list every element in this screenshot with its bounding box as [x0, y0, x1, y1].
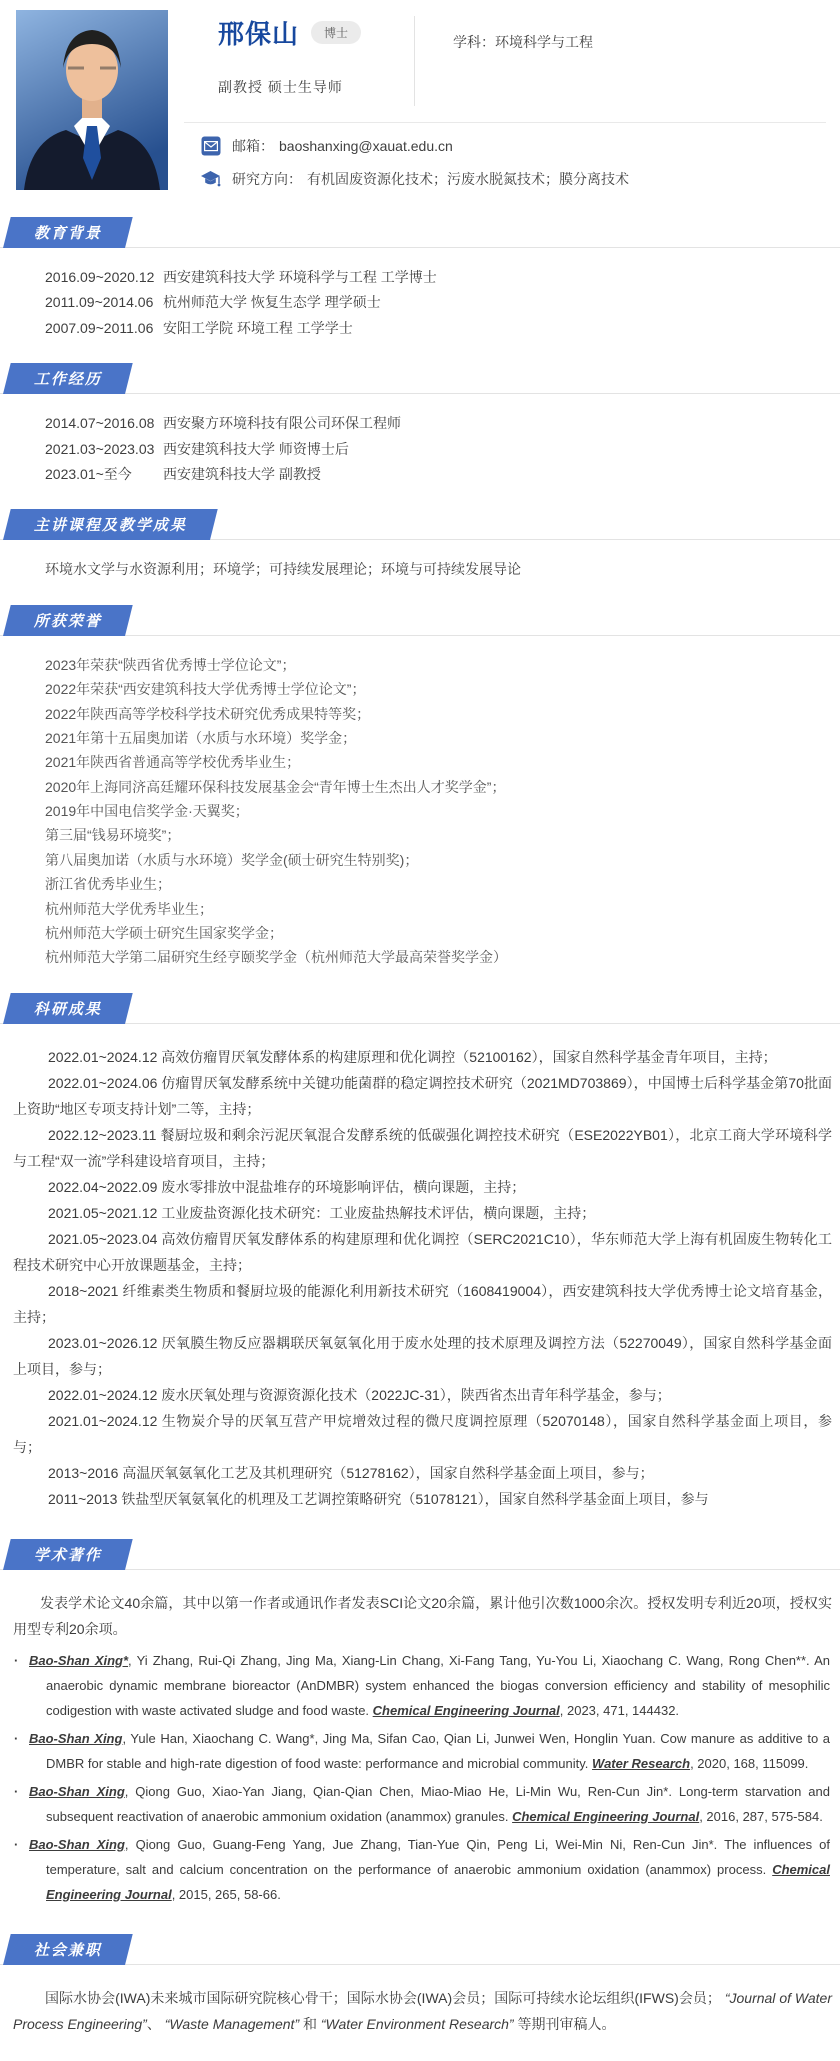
job-titles: 副教授 硕士生导师	[218, 79, 343, 95]
banner-ribbon	[3, 363, 133, 394]
publication-item: · Bao-Shan Xing, Qiong Guo, Guang-Feng Yang, Jue Zhang, Tian-Yue Qin, Peng Li, Wei-Min Ni, Ren-Cun Jin*. The influences of temperature, salt and calcium concentration on the performance of anaerobic ammonium oxidation (anammox) process. Chemical Engineering Journal, 2015, 265, 58-66.	[0, 1832, 830, 1907]
section-title: 教育背景	[33, 225, 102, 242]
detail: 西安建筑科技大学 环境科学与工程 工学博士	[163, 269, 437, 285]
banner-ribbon	[3, 993, 133, 1024]
timeline-row	[45, 295, 830, 310]
section-banner-research	[0, 992, 840, 1024]
section-social	[0, 1933, 840, 2055]
period: 2023.01~至今	[45, 465, 132, 482]
page-title-person-name: 邢保山	[218, 19, 300, 49]
section-work	[0, 362, 840, 482]
detail: 西安聚方环境科技有限公司环保工程师	[163, 415, 401, 432]
banner-ribbon	[3, 217, 133, 248]
profile-top-row	[182, 10, 832, 110]
name-block	[218, 10, 414, 110]
section-title: 社会兼职	[33, 1941, 102, 1959]
section-education	[0, 216, 840, 336]
honor-item: 杭州师范大学硕士研究生国家奖学金；	[45, 925, 283, 942]
section-banner-education	[0, 216, 840, 248]
section-publications	[0, 1538, 840, 1907]
banner-ribbon	[3, 605, 133, 636]
email-row	[182, 136, 832, 156]
profile-header	[0, 0, 840, 190]
honor-item: 2021年陕西省普通高等学校优秀毕业生；	[45, 754, 301, 771]
teaching-body	[0, 540, 840, 577]
honors-list	[0, 636, 840, 966]
section-research	[0, 992, 840, 1512]
research-direction-row	[182, 169, 832, 189]
section-banner-publications	[0, 1538, 840, 1570]
period: 2021.03~2023.03	[45, 440, 155, 457]
honor-item: 2022年荣获“西安建筑科技大学优秀博士学位论文”；	[45, 681, 366, 698]
honor-item: 2021年第十五届奥加诺（水质与水环境）奖学金；	[45, 729, 357, 746]
publication-item: · Bao-Shan Xing*, Yi Zhang, Rui-Qi Zhang, Jing Ma, Xiang-Lin Chang, Xi-Fang Tang, Yu-You Li, Xiaochang C. Wang, Rong Chen**. An anaerobic dynamic membrane bioreactor (AnDMBR) system enhanced the biogas conversion efficiency and stability of mesophilic codigestion with waste activated sludge and food waste. Chemical Engineering Journal, 2023, 471, 144432.	[0, 1648, 830, 1723]
publication-item: · Bao-Shan Xing, Yule Han, Xiaochang C. Wang*, Jing Ma, Sifan Cao, Qian Li, Junwei Wen, Honglin Yuan. Cow manure as additive to a DMBR for stable and high-rate digestion of food waste: performance and microbial community. Water Research, 2020, 168, 115099.	[0, 1726, 830, 1776]
work-list	[0, 394, 840, 482]
timeline-row	[45, 442, 830, 457]
envelope-icon	[200, 136, 221, 156]
discipline-line	[415, 32, 593, 110]
section-banner-work	[0, 362, 840, 394]
section-banner-social	[0, 1933, 840, 1965]
project-item: 2022.01~2024.12 高效仿瘤胃厌氧发酵体系的构建原理和优化调控（52100162），国家自然科学基金青年项目，主持；	[48, 1048, 777, 1065]
honor-item: 第八届奥加诺（水质与水环境）奖学金(硕士研究生特别奖)；	[45, 851, 419, 868]
honor-item: 浙江省优秀毕业生；	[45, 876, 171, 893]
banner-ribbon	[3, 509, 218, 540]
section-banner-teaching	[0, 508, 840, 540]
timeline-row	[45, 416, 830, 431]
section-banner-honors	[0, 604, 840, 636]
profile-main	[182, 10, 832, 190]
project-item: 2022.04~2022.09 废水零排放中混盐堆存的环境影响评估，横向课题，主持；	[48, 1178, 526, 1195]
graduation-cap-icon	[200, 169, 221, 189]
period: 2007.09~2011.06	[45, 319, 154, 336]
detail: 杭州师范大学 恢复生态学 理学硕士	[163, 294, 381, 311]
project-item: 2023.01~2026.12 厌氧膜生物反应器耦联厌氧氨氧化用于废水处理的技术原理及调控方法（52270049），国家自然科学基金面上项目，参与；	[13, 1334, 832, 1377]
timeline-row	[45, 467, 830, 482]
horizontal-divider	[184, 122, 826, 123]
section-title: 科研成果	[33, 1000, 102, 1018]
honor-item: 2020年上海同济高廷耀环保科技发展基金会“青年博士生杰出人才奖学金”；	[45, 778, 506, 795]
section-teaching	[0, 508, 840, 577]
project-item: 2021.01~2024.12 生物炭介导的厌氧互营产甲烷增效过程的微尺度调控原理（52070148），国家自然科学基金面上项目，参与；	[13, 1412, 832, 1455]
publication-list	[0, 1648, 840, 1907]
period: 2011.09~2014.06	[45, 294, 154, 311]
timeline-row	[45, 321, 830, 336]
profile-photo	[16, 10, 168, 190]
portrait-placeholder-image	[16, 10, 168, 190]
discipline-value: 环境科学与工程	[495, 34, 593, 50]
degree-badge: 博士	[311, 21, 361, 44]
email-label: 邮箱：	[232, 138, 274, 154]
detail: 西安建筑科技大学 师资博士后	[163, 440, 349, 457]
banner-ribbon	[3, 1934, 133, 1965]
period: 2014.07~2016.08	[45, 415, 155, 432]
section-honors	[0, 604, 840, 966]
project-item: 2022.12~2023.11 餐厨垃圾和剩余污泥厌氧混合发酵系统的低碳强化调控技术研究（ESE2022YB01），北京工商大学环境科学与工程“双一流”学科建设培育项目，主持；	[13, 1126, 832, 1169]
project-item: 2021.05~2023.04 高效仿瘤胃厌氧发酵体系的构建原理和优化调控（SERC2021C10），华东师范大学上海有机固废生物转化工程技术研究中心开放课题基金，主持；	[13, 1230, 832, 1273]
project-item: 2018~2021 纤维素类生物质和餐厨垃圾的能源化利用新技术研究（1608419004），西安建筑科技大学优秀博士论文培育基金，主持；	[13, 1282, 832, 1325]
banner-ribbon	[3, 1539, 133, 1570]
project-item: 2011~2013 铁盐型厌氧氨氧化的机理及工艺调控策略研究（51078121），国家自然科学基金面上项目，参与	[48, 1490, 709, 1507]
discipline-label: 学科：	[453, 34, 495, 50]
research-direction-label: 研究方向：	[232, 171, 302, 187]
courses-line: 环境水文学与水资源利用；环境学；可持续发展理论；环境与可持续发展导论	[45, 561, 521, 578]
name-line	[218, 14, 414, 51]
honor-item: 2019年中国电信奖学金·天翼奖；	[45, 803, 249, 820]
research-project-list	[0, 1024, 840, 1512]
section-title: 工作经历	[33, 371, 102, 389]
research-direction-value: 有机固废资源化技术；污废水脱氮技术；膜分离技术	[307, 171, 629, 187]
section-title: 主讲课程及教学成果	[33, 517, 187, 535]
honor-item: 第三届“钱易环境奖”；	[45, 827, 181, 844]
social-appointments-text: 国际水协会(IWA)未来城市国际研究院核心骨干；国际水协会(IWA)会员；国际可持续水论坛组织(IFWS)会员； “Journal of Water Process Engineering”、 “Waste Management” 和 “Water Environment Research” 等期刊审稿人。	[13, 1989, 832, 2032]
publication-item: · Bao-Shan Xing, Qiong Guo, Xiao-Yan Jiang, Qian-Qian Chen, Miao-Miao He, Li-Min Wu, Ren-Cun Jin*. Long-term starvation and subsequent reactivation of anaerobic ammonium oxidation (anammox) granules. Chemical Engineering Journal, 2016, 287, 575-584.	[0, 1779, 830, 1829]
honor-item: 杭州师范大学优秀毕业生；	[45, 900, 213, 917]
honor-item: 2022年陕西高等学校科学技术研究优秀成果特等奖；	[45, 705, 371, 722]
publications-intro: 发表学术论文40余篇，其中以第一作者或通讯作者发表SCI论文20余篇，累计他引次数1000余次。授权发明专利近20项，授权实用型专利20余项。	[13, 1594, 832, 1637]
detail: 西安建筑科技大学 副教授	[163, 465, 321, 482]
project-item: 2021.05~2021.12 工业废盐资源化技术研究：工业废盐热解技术评估，横向课题，主持；	[48, 1204, 596, 1221]
project-item: 2022.01~2024.06 仿瘤胃厌氧发酵系统中关键功能菌群的稳定调控技术研究（2021MD703869），中国博士后科学基金第70批面上资助“地区专项支持计划”二等，主持；	[13, 1074, 832, 1117]
honor-item: 杭州师范大学第二届研究生经亨颐奖学金（杭州师范大学最高荣誉奖学金）	[45, 949, 507, 966]
honor-item: 2023年荣获“陕西省优秀博士学位论文”；	[45, 656, 296, 673]
project-item: 2013~2016 高温厌氧氨氧化工艺及其机理研究（51278162），国家自然科学基金面上项目，参与；	[48, 1464, 654, 1481]
period: 2016.09~2020.12	[45, 269, 155, 285]
education-list	[0, 248, 840, 336]
section-title: 学术著作	[33, 1546, 102, 1564]
timeline-row	[45, 270, 830, 285]
detail: 安阳工学院 环境工程 工学学士	[163, 319, 353, 336]
email-value: baoshanxing@xauat.edu.cn	[279, 138, 453, 154]
section-title: 所获荣誉	[33, 612, 102, 630]
project-item: 2022.01~2024.12 废水厌氧处理与资源资源化技术（2022JC-31），陕西省杰出青年科学基金，参与；	[48, 1386, 671, 1403]
